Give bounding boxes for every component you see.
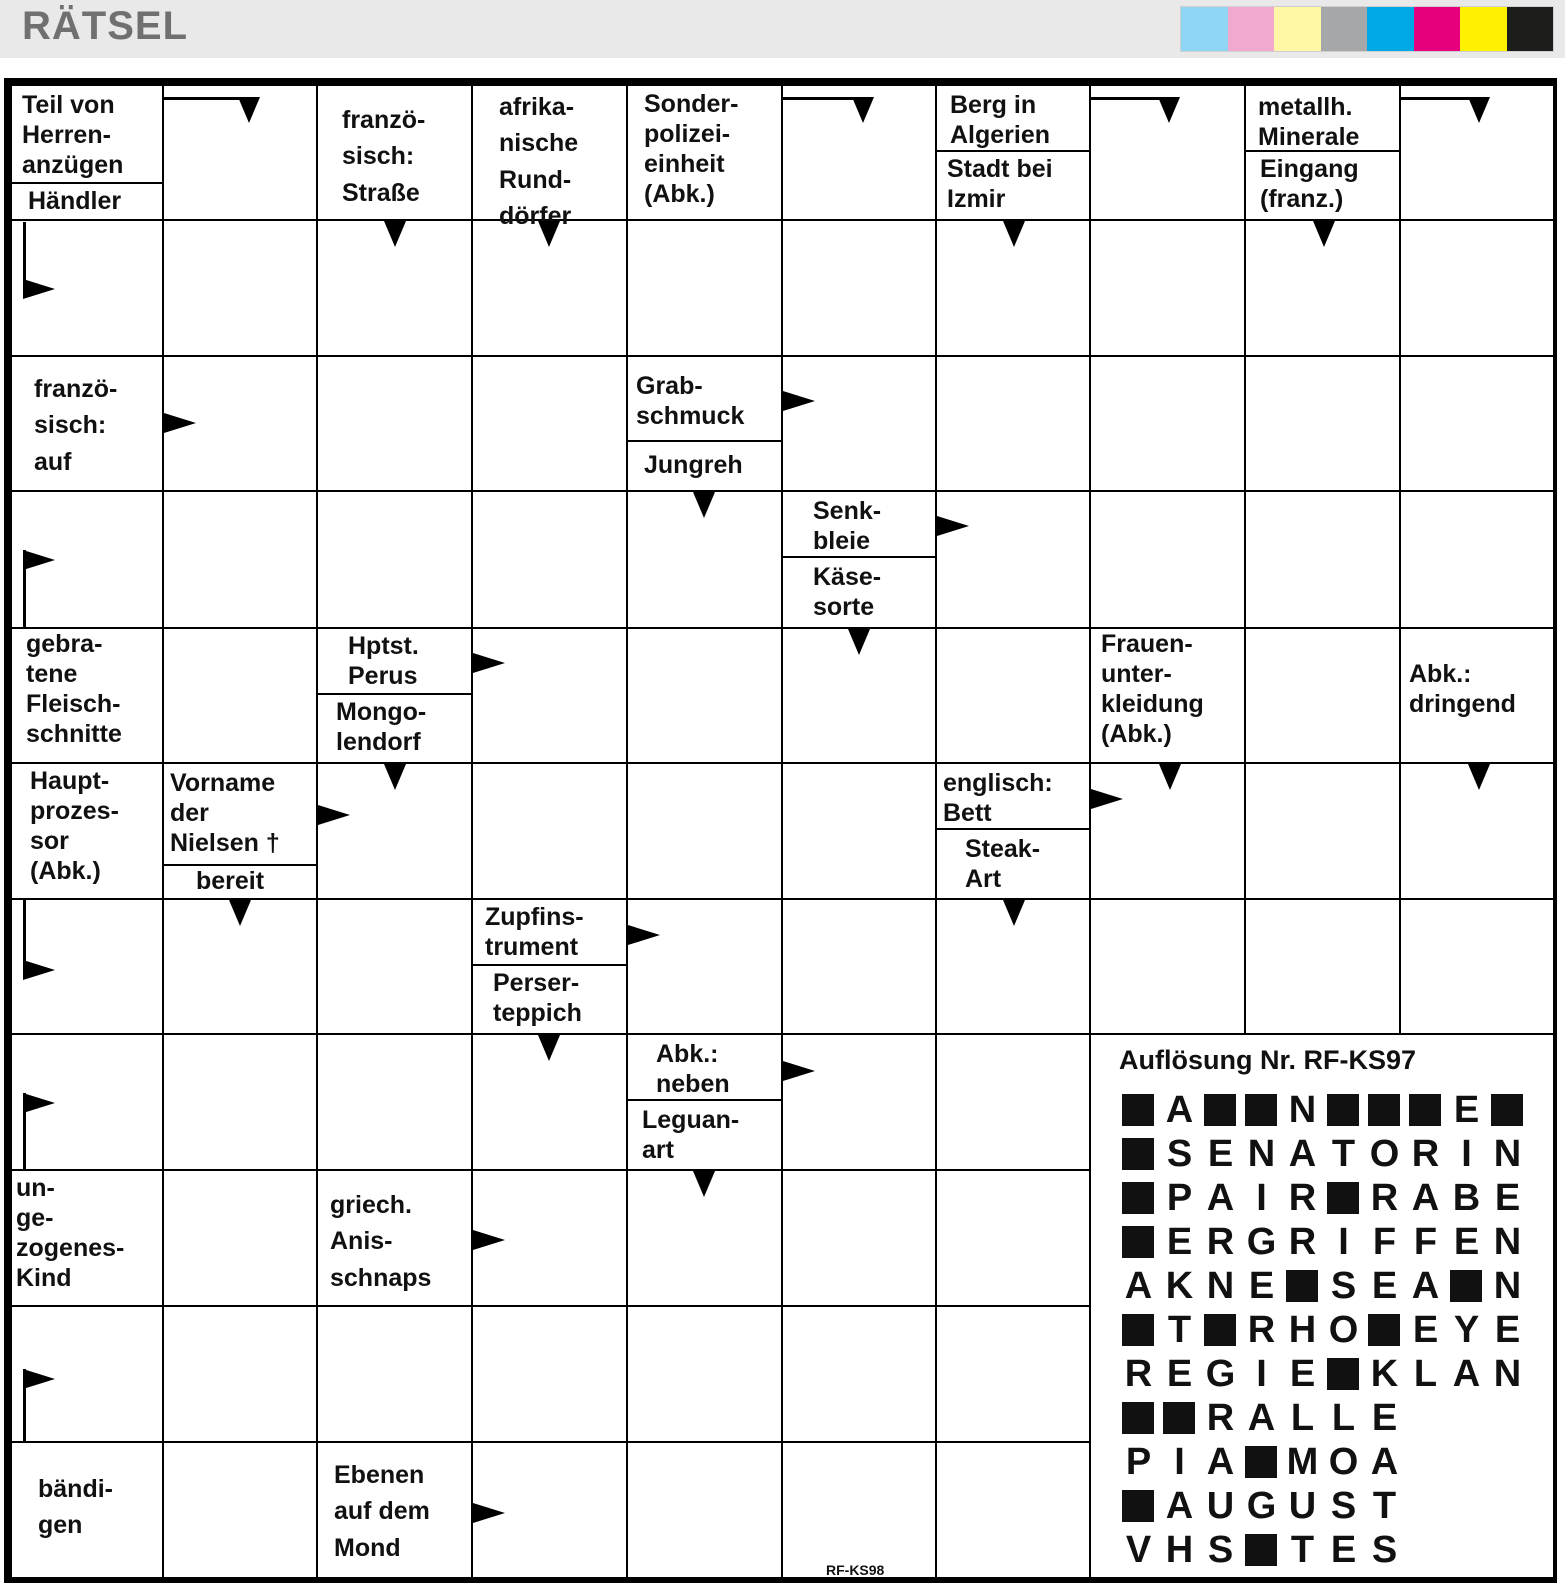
solution-block [1118,1090,1159,1130]
solution-letter: I [1256,1177,1267,1219]
grid-cell[interactable] [1399,219,1555,357]
solution-letter: L [1290,1397,1315,1439]
solution-letter: S [1166,1133,1193,1175]
grid-cell[interactable] [935,490,1091,629]
solution-letter: S [1371,1529,1398,1571]
solution-block [1118,1134,1159,1174]
solution-letter: A [1206,1441,1235,1483]
solution-letter: S [1207,1529,1234,1571]
solution-letter: P [1125,1441,1152,1483]
grid-cell[interactable] [1244,762,1401,900]
grid-cell[interactable] [626,1441,783,1579]
solution-letter: Y [1453,1309,1480,1351]
clue-gebratene-fleischschnitte: gebra- tene Fleisch- schnitte [26,630,122,748]
clue-grabschmuck: Grab- schmuck [628,357,781,442]
clue-frauenunterkleidung: Frauen- unter- kleidung (Abk.) [1101,630,1204,748]
page-title: RÄTSEL [22,4,188,48]
arrow-down-icon [238,97,260,123]
arrow-down-icon [848,629,870,655]
solution-letter: B [1452,1177,1481,1219]
solution-letter: N [1493,1133,1522,1175]
solution-letter: H [1165,1529,1194,1571]
clue-hptst-perus: Hptst. Perus [318,629,471,695]
grid-cell[interactable] [781,1441,937,1579]
clue-griech-anisschnaps: griech. Anis- schnaps [330,1191,432,1292]
puzzle-code: RF-KS98 [826,1562,885,1578]
solution-letter: G [1246,1485,1277,1527]
arrow-down-icon [1159,764,1181,790]
solution-letter: E [1207,1133,1234,1175]
arrow-down-icon [1468,764,1490,790]
grid-cell[interactable] [1244,898,1401,1035]
solution-letter: E [1494,1177,1521,1219]
solution-letter: I [1174,1441,1185,1483]
grid-cell[interactable] [781,1033,937,1171]
clue-englisch-bett: englisch: Bett [937,764,1089,830]
clue-abk-dringend: Abk.: dringend [1409,660,1516,718]
solution-letter: E [1453,1089,1480,1131]
arrow-right-icon [1091,789,1123,809]
clue-senkbleie: Senk- bleie [783,492,935,558]
solution-letter: N [1493,1353,1522,1395]
solution-letter: E [1453,1221,1480,1263]
arrow-right-icon [783,1061,815,1081]
solution-letter: K [1370,1353,1399,1395]
grid-cell[interactable] [316,355,473,492]
grid-cell[interactable] [781,1169,937,1307]
solution-block [1405,1090,1446,1130]
arrow-down-icon [1003,221,1025,247]
arrow-right-icon [473,1503,505,1523]
arrow-down-icon [229,900,251,926]
solution-letter: A [1165,1089,1194,1131]
arrow-down-icon [1003,900,1025,926]
solution-row [1118,1354,1528,1394]
grid-cell[interactable] [1089,898,1246,1035]
solution-letter: R [1206,1397,1235,1439]
solution-row [1118,1530,1405,1570]
grid-cell[interactable] [1089,490,1246,629]
grid-cell[interactable] [316,1305,473,1443]
clue-abk-neben: Abk.: neben [628,1035,781,1101]
solution-letter: A [1411,1177,1440,1219]
solution-letter: G [1205,1353,1236,1395]
solution-letter: L [1413,1353,1438,1395]
grid-cell[interactable] [471,627,628,764]
clue-ungezogenes-kind: un- ge- zogenes- Kind [16,1174,125,1292]
grid-cell[interactable] [1089,219,1246,357]
grid-cell[interactable] [626,219,783,357]
solution-letter: S [1330,1485,1357,1527]
solution-letter: O [1328,1441,1359,1483]
solution-block [1118,1178,1159,1218]
solution-letter: E [1289,1353,1316,1395]
solution-letter: L [1331,1397,1356,1439]
grid-cell[interactable] [1399,898,1555,1035]
solution-letter: E [1248,1265,1275,1307]
grid-cell[interactable] [626,627,783,764]
solution-row [1118,1222,1528,1262]
solution-letter: G [1246,1221,1277,1263]
arrow-right-icon [628,925,660,945]
solution-block [1323,1354,1364,1394]
solution-letter: E [1330,1529,1357,1571]
arrow-right-icon [473,1230,505,1250]
grid-cell[interactable] [781,1305,937,1443]
grid-cell[interactable] [935,355,1091,492]
grid-cell[interactable] [781,898,937,1035]
solution-block [1118,1222,1159,1262]
clue-sonderpolizeieinheit: Sonder- polizei- einheit (Abk.) [644,90,739,208]
clue-kaesesorte: Käse- sorte [813,563,882,621]
arrow-down-icon [693,1171,715,1197]
solution-letter: E [1371,1265,1398,1307]
solution-letter: T [1372,1485,1397,1527]
arrow-down-icon [384,764,406,790]
solution-block [1364,1090,1405,1130]
grid-cell[interactable] [471,1305,628,1443]
grid-cell[interactable] [1244,490,1401,629]
grid-cell[interactable] [162,1169,318,1307]
solution-letter: A [1247,1397,1276,1439]
grid-cell[interactable] [316,1033,473,1171]
solution-letter: E [1166,1353,1193,1395]
grid-cell[interactable] [316,490,473,629]
arrow-right-icon [164,413,196,433]
solution-block [1118,1398,1159,1438]
solution-block [1487,1090,1528,1130]
arrow-right-icon [318,805,350,825]
solution-block [1364,1310,1405,1350]
grid-cell[interactable] [1399,490,1555,629]
clue-stadt-bei-izmir: Stadt bei Izmir [947,155,1053,213]
clue-teil-von-herrenanzuegen: Teil von Herren- anzügen [12,86,162,184]
solution-block [1200,1310,1241,1350]
grid-cell[interactable] [162,1033,318,1171]
arrow-down-icon [538,1035,560,1061]
grid-cell[interactable] [626,1305,783,1443]
solution-letter: R [1370,1177,1399,1219]
grid-cell[interactable] [1244,355,1401,492]
solution-block [1118,1486,1159,1526]
solution-letter: I [1256,1353,1267,1395]
arrow-down-icon [1468,97,1490,123]
grid-cell[interactable] [471,762,628,900]
solution-letter: K [1165,1265,1194,1307]
solution-letter: U [1206,1485,1235,1527]
clue-hauptprozessor: Haupt- prozes- sor (Abk.) [30,767,119,885]
grid-cell[interactable] [1399,355,1555,492]
solution-letter: A [1288,1133,1317,1175]
solution-letter: T [1167,1309,1192,1351]
solution-block [1323,1090,1364,1130]
clue-zupfinstrument: Zupfins- trument [473,900,626,966]
grid-cell[interactable] [471,490,628,629]
grid-cell[interactable] [316,898,473,1035]
solution-letter: A [1411,1265,1440,1307]
solution-letter: T [1290,1529,1315,1571]
grid-cell[interactable] [935,1441,1091,1579]
arrow-right-icon [23,1369,55,1389]
solution-block [1200,1090,1241,1130]
grid-cell[interactable] [162,219,318,357]
clue-ebenen-auf-dem-mond: Ebenen auf dem Mond [334,1461,430,1562]
solution-letter: V [1125,1529,1152,1571]
solution-row [1118,1310,1528,1350]
solution-letter: T [1331,1133,1356,1175]
solution-letter: R [1411,1133,1440,1175]
arrow-down-icon [1158,97,1180,123]
arrow-down-icon [384,221,406,247]
solution-letter: H [1288,1309,1317,1351]
clue-franzoesisch-strasse: franzö- sisch: Straße [342,106,426,207]
grid-cell[interactable] [935,627,1091,764]
clue-afrikanische-runddoerfer: afrika- nische Rund- dörfer [499,93,579,230]
solution-letter: E [1412,1309,1439,1351]
solution-row [1118,1266,1528,1306]
clue-mongolendorf: Mongo- lendorf [336,698,427,756]
arrow-right-icon [23,1093,55,1113]
clue-vorname-der-nielsen: Vorname der Nielsen † [164,764,316,866]
solution-block [1282,1266,1323,1306]
solution-block [1118,1310,1159,1350]
solution-row [1118,1090,1528,1130]
solution-letter: I [1338,1221,1349,1263]
solution-block [1323,1178,1364,1218]
solution-letter: R [1247,1309,1276,1351]
solution-letter: M [1286,1441,1319,1483]
clue-baendigen: bändi- gen [38,1475,113,1540]
solution-letter: R [1288,1177,1317,1219]
solution-row [1118,1442,1405,1482]
arrow-down-icon [852,97,874,123]
clue-perserteppich: Perser- teppich [493,969,582,1027]
clue-berg-in-algerien: Berg in Algerien [937,86,1089,152]
solution-block [1446,1266,1487,1306]
solution-letter: O [1328,1309,1359,1351]
solution-letter: N [1493,1265,1522,1307]
solution-letter: E [1494,1309,1521,1351]
grid-cell[interactable] [1089,355,1246,492]
solution-row [1118,1178,1528,1218]
clue-leguanart: Leguan- art [642,1106,740,1164]
solution-letter: E [1371,1397,1398,1439]
solution-block [1241,1530,1282,1570]
solution-letter: A [1370,1441,1399,1483]
arrow-down-icon [1313,221,1335,247]
grid-cell[interactable] [935,1305,1091,1443]
solution-letter: R [1288,1221,1317,1263]
solution-letter: N [1206,1265,1235,1307]
solution-row [1118,1486,1405,1526]
grid-cell[interactable] [935,1169,1091,1307]
clue-haendler: Händler [28,187,122,215]
grid-cell[interactable] [626,762,783,900]
solution-block [1159,1398,1200,1438]
solution-block [1241,1090,1282,1130]
solution-letter: E [1166,1221,1193,1263]
grid-cell[interactable] [162,1305,318,1443]
grid-cell[interactable] [162,490,318,629]
solution-row [1118,1134,1528,1174]
solution-letter: R [1206,1221,1235,1263]
solution-title: Auflösung Nr. RF-KS97 [1119,1045,1417,1075]
solution-letter: N [1288,1089,1317,1131]
solution-letter: R [1124,1353,1153,1395]
solution-letter: S [1330,1265,1357,1307]
clue-steak-art: Steak- Art [965,835,1041,893]
grid-cell[interactable] [162,1441,318,1579]
grid-cell[interactable] [781,762,937,900]
solution-letter: A [1206,1177,1235,1219]
clue-franzoesisch-auf: franzö- sisch: auf [34,375,118,476]
arrow-right-icon [23,960,55,980]
grid-cell[interactable] [781,355,937,492]
grid-cell[interactable] [1244,627,1401,764]
solution-letter: A [1452,1353,1481,1395]
solution-block [1241,1442,1282,1482]
grid-cell[interactable] [781,219,937,357]
arrow-down-icon [538,221,560,247]
arrow-right-icon [23,550,55,570]
arrow-right-icon [23,279,55,299]
solution-letter: I [1461,1133,1472,1175]
solution-letter: N [1493,1221,1522,1263]
clue-eingang-franz: Eingang (franz.) [1260,155,1359,213]
solution-row [1118,1398,1405,1438]
solution-letter: F [1372,1221,1397,1263]
solution-letter: A [1124,1265,1153,1307]
arrow-right-icon [783,391,815,411]
arrow-right-icon [473,653,505,673]
arrow-down-icon [693,492,715,518]
clue-metallh-minerale: metallh. Minerale [1246,86,1399,152]
grid-cell[interactable] [162,627,318,764]
solution-letter: A [1165,1485,1194,1527]
grid-cell[interactable] [935,1033,1091,1171]
grid-cell[interactable] [471,355,628,492]
arrow-right-icon [937,516,969,536]
solution-letter: N [1247,1133,1276,1175]
grid-cell[interactable] [626,898,783,1035]
solution-letter: P [1166,1177,1193,1219]
solution-letter: U [1288,1485,1317,1527]
clue-jungreh: Jungreh [644,451,743,479]
solution-letter: F [1413,1221,1438,1263]
clue-bereit: bereit [196,867,265,895]
solution-letter: O [1369,1133,1400,1175]
